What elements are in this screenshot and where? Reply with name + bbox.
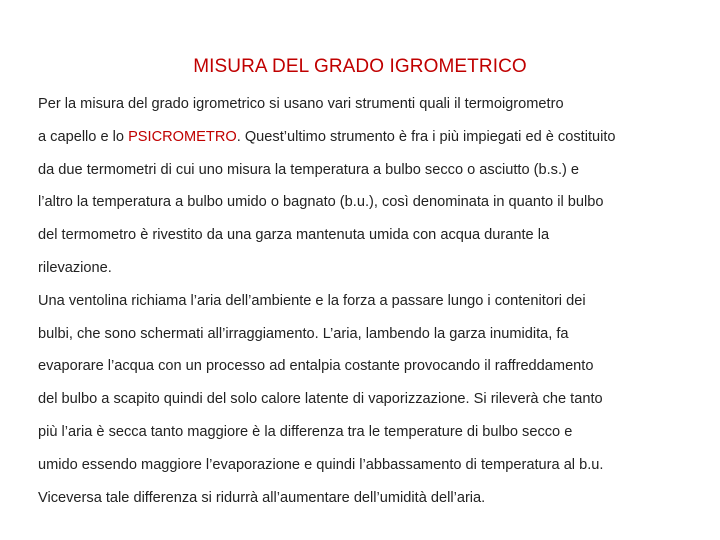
text-line: del bulbo a scapito quindi del solo calore latente di vaporizzazione. Si rileverà che tanto (38, 391, 603, 408)
text-line: rilevazione. (38, 259, 112, 276)
text-line: più l’aria è secca tanto maggiore è la differenza tra le temperature di bulbo secco e (38, 423, 573, 440)
text-line: umido essendo maggiore l’evaporazione e quindi l’abbassamento di temperatura al b.u. (38, 456, 604, 473)
text-line: Per la misura del grado igrometrico si usano vari strumenti quali il termoigrometro (38, 96, 564, 112)
text-segment: . Quest’ultimo strumento è fra i più impiegati ed è costituito (236, 128, 616, 145)
text-line: l’altro la temperatura a bulbo umido o bagnato (b.u.), così denominata in quanto il bulbo (38, 194, 604, 211)
text-segment: a capello e lo (38, 128, 129, 145)
text-line: Una ventolina richiama l’aria dell’ambiente e la forza a passare lungo i contenitori dei (38, 292, 586, 309)
text-line (38, 126, 708, 159)
text-line: evaporare l’acqua con un processo ad entalpia costante provocando il raffreddamento (38, 358, 594, 375)
text-line: da due termometri di cui uno misura la temperatura a bulbo secco o asciutto (b.s.) e (38, 161, 580, 178)
paragraph-psicrometro (38, 93, 708, 290)
text-line: bulbi, che sono schermati all’irraggiamento. L’aria, lambendo la garza inumidita, fa (38, 325, 569, 342)
slide-title: MISURA DEL GRADO IGROMETRICO (193, 56, 527, 77)
paragraph-ventolina (38, 290, 708, 520)
highlighted-term: PSICROMETRO (128, 128, 237, 145)
slide-body (38, 93, 708, 519)
text-line: Viceversa tale differenza si ridurrà all’aumentare dell’umidità dell’aria. (38, 489, 486, 506)
text-line: del termometro è rivestito da una garza mantenuta umida con acqua durante la (38, 227, 550, 244)
